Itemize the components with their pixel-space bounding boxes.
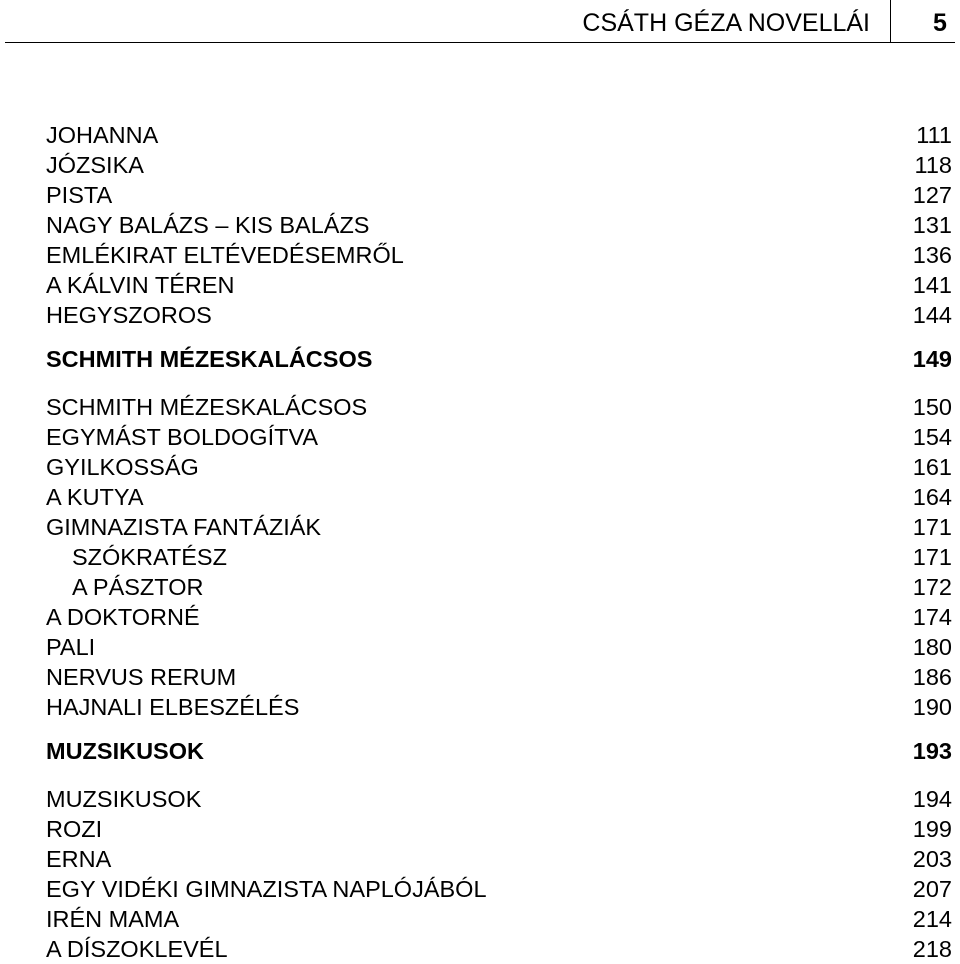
toc-entry[interactable] xyxy=(46,120,952,150)
toc-entry-page: 194 xyxy=(912,786,952,812)
table-of-contents xyxy=(46,120,952,964)
toc-entry[interactable] xyxy=(46,210,952,240)
toc-entry-page: 154 xyxy=(912,424,952,450)
toc-entry-page: 180 xyxy=(912,634,952,660)
toc-entry-title: A PÁSZTOR xyxy=(72,574,204,600)
toc-entry-title: ROZI xyxy=(46,816,103,842)
toc-entry[interactable] xyxy=(46,512,952,542)
toc-entry[interactable] xyxy=(46,692,952,722)
toc-entry-title: MUZSIKUSOK xyxy=(46,738,204,764)
toc-entry-title: JÓZSIKA xyxy=(46,152,144,178)
toc-entry-title: PALI xyxy=(46,634,96,660)
toc-section-heading[interactable] xyxy=(46,344,952,374)
toc-entry-page: 127 xyxy=(912,182,952,208)
toc-entry[interactable] xyxy=(46,844,952,874)
toc-entry-page: 144 xyxy=(912,302,952,328)
toc-entry-title: EGY VIDÉKI GIMNAZISTA NAPLÓJÁBÓL xyxy=(46,876,487,902)
page-number: 5 xyxy=(933,9,947,37)
toc-entry-title: GYILKOSSÁG xyxy=(46,454,199,480)
toc-entry[interactable] xyxy=(46,240,952,270)
toc-entry[interactable] xyxy=(46,814,952,844)
toc-entry-title: HAJNALI ELBESZÉLÉS xyxy=(46,694,300,720)
toc-entry[interactable] xyxy=(46,934,952,964)
toc-entry-page: 174 xyxy=(912,604,952,630)
toc-entry-page: 149 xyxy=(912,346,952,372)
toc-entry[interactable] xyxy=(46,422,952,452)
toc-entry[interactable] xyxy=(46,150,952,180)
toc-entry-page: 131 xyxy=(912,212,952,238)
toc-entry-title: IRÉN MAMA xyxy=(46,906,180,932)
toc-entry[interactable] xyxy=(46,392,952,422)
toc-entry-title: SCHMITH MÉZESKALÁCSOS xyxy=(46,346,373,372)
toc-entry-page: 218 xyxy=(912,936,952,962)
toc-entry-title: JOHANNA xyxy=(46,122,159,148)
toc-entry-page: 203 xyxy=(912,846,952,872)
toc-entry[interactable] xyxy=(46,904,952,934)
toc-entry-title: EGYMÁST BOLDOGÍTVA xyxy=(46,424,319,450)
toc-entry-page: 207 xyxy=(912,876,952,902)
toc-entry-title: MUZSIKUSOK xyxy=(46,786,202,812)
toc-entry-title: A DOKTORNÉ xyxy=(46,604,200,630)
header-rule xyxy=(5,42,955,43)
toc-entry-title: A DÍSZOKLEVÉL xyxy=(46,936,228,962)
toc-entry-title: A KÁLVIN TÉREN xyxy=(46,272,235,298)
toc-entry-page: 150 xyxy=(912,394,952,420)
toc-entry-page: 141 xyxy=(912,272,952,298)
toc-entry[interactable] xyxy=(46,632,952,662)
toc-entry-page: 136 xyxy=(912,242,952,268)
toc-entry-title: EMLÉKIRAT ELTÉVEDÉSEMRŐL xyxy=(46,242,404,268)
toc-subentry[interactable] xyxy=(46,542,952,572)
toc-section-heading[interactable] xyxy=(46,736,952,766)
toc-entry-title: A KUTYA xyxy=(46,484,144,510)
toc-entry-title: NERVUS RERUM xyxy=(46,664,237,690)
toc-entry-page: 111 xyxy=(916,122,952,148)
toc-entry[interactable] xyxy=(46,874,952,904)
toc-entry-title: GIMNAZISTA FANTÁZIÁK xyxy=(46,514,322,540)
toc-entry-title: SCHMITH MÉZESKALÁCSOS xyxy=(46,394,368,420)
toc-entry[interactable] xyxy=(46,784,952,814)
toc-entry[interactable] xyxy=(46,300,952,330)
toc-entry[interactable] xyxy=(46,452,952,482)
toc-entry-title: SZÓKRATÉSZ xyxy=(72,544,227,570)
toc-entry-page: 190 xyxy=(912,694,952,720)
toc-entry-title: PISTA xyxy=(46,182,113,208)
page-header xyxy=(0,0,960,44)
toc-entry-page: 214 xyxy=(912,906,952,932)
toc-entry[interactable] xyxy=(46,662,952,692)
running-head-title: CSÁTH GÉZA NOVELLÁI xyxy=(582,9,870,37)
toc-entry-page: 172 xyxy=(912,574,952,600)
toc-entry-page: 118 xyxy=(914,152,952,178)
toc-entry[interactable] xyxy=(46,270,952,300)
toc-entry[interactable] xyxy=(46,602,952,632)
header-divider xyxy=(890,0,891,43)
toc-entry-title: ERNA xyxy=(46,846,112,872)
toc-entry-page: 186 xyxy=(912,664,952,690)
toc-entry-page: 171 xyxy=(912,514,952,540)
toc-subentry[interactable] xyxy=(46,572,952,602)
toc-entry-title: HEGYSZOROS xyxy=(46,302,212,328)
toc-entry-page: 164 xyxy=(912,484,952,510)
toc-entry-page: 193 xyxy=(912,738,952,764)
toc-entry-page: 171 xyxy=(912,544,952,570)
toc-entry-page: 161 xyxy=(912,454,952,480)
toc-entry-page: 199 xyxy=(912,816,952,842)
toc-entry-title: NAGY BALÁZS – KIS BALÁZS xyxy=(46,212,370,238)
toc-entry[interactable] xyxy=(46,180,952,210)
toc-entry[interactable] xyxy=(46,482,952,512)
